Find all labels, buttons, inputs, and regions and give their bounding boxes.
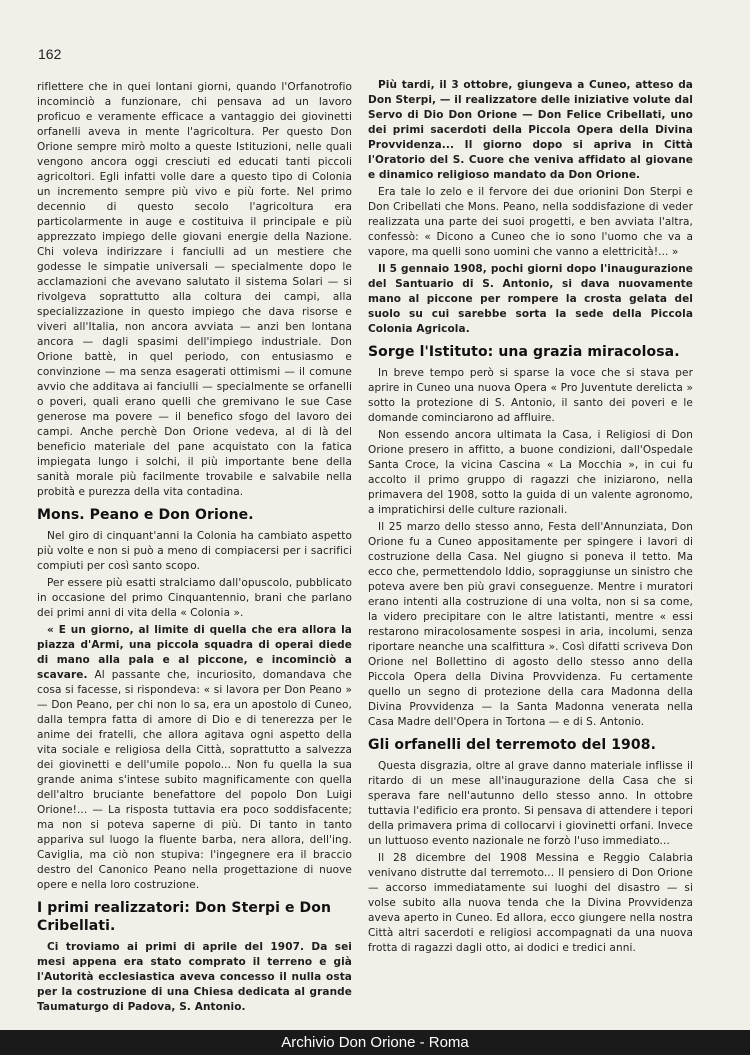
paragraph: In breve tempo però si sparse la voce che si stava per aprire in Cuneo una nuova Opera « Pro Juventute derelicta » sotto la protezione di S. Antonio, il santo dei poveri e le domande cominciarono ad affluire.: [368, 367, 693, 424]
paragraph: Questa disgrazia, oltre al grave danno materiale inflisse il ritardo di un mese all'inaugurazione della Casa che si sperava fare nell'autunno dello stesso anno. In ottobre tuttavia l'edificio era pronto. Si pensava di attendere i tepori della primavera prima di collocarvi i giovinetti orfani. Invece un luttuoso evento nazionale ne forzò l'uso immediato...: [368, 760, 693, 847]
section-heading: Mons. Peano e Don Orione.: [37, 507, 254, 523]
paragraph: Il 28 dicembre del 1908 Messina e Reggio Calabria venivano distrutte dal terremoto... Il pensiero di Don Orione — accorso immediatamente sui luoghi del disastro — si volse subito alla nuova tenda che la Divina Provvidenza aveva aperto in Cuneo. Ed allora, ecco giungere nella nostra Città altri sacerdoti e religiosi accompagnati da una nuova frotta di ragazzi dagli otto, ai dodici e tredici anni.: [368, 852, 693, 954]
left-column: [37, 80, 352, 1017]
section-heading: I primi realizzatori: Don Sterpi e Don Cribellati.: [37, 900, 332, 934]
paragraph: Nel giro di cinquant'anni la Colonia ha cambiato aspetto più volte e non si può a meno di compiacersi per i sacrifici compiuti per così santo scopo.: [37, 530, 352, 572]
page-number: 162: [38, 46, 62, 62]
paragraph: Più tardi, il 3 ottobre, giungeva a Cuneo, atteso da Don Sterpi, — il realizzatore delle iniziative volute dal Servo di Dio Don Orione — Don Felice Cribellati, uno dei primi sacerdoti della Piccola Opera della Divina Provvidenza... Il giorno dopo si apriva in Città l'Oratorio del S. Cuore che veniva affidato al giovane e dinamico religioso mandato da Don Orione.: [368, 79, 693, 181]
quote-bold-text: « E un giorno, al limite di quella che era allora la piazza d'Armi, una piccola squadra di operai diede di mano alla pala e al piccone, e incominciò a scavare.: [37, 624, 352, 681]
paragraph: riflettere che in quei lontani giorni, quando l'Orfanotrofio incominciò a funzionare, chi pensava ad un lavoro proficuo e veramente efficace a vantaggio dei giovinetti orfanelli aveva in mente l'agricoltura. Per questo Don Orione sempre mirò molto a queste Istituzioni, nelle quali vengono ancora oggi cresciuti ed educati tanti piccoli agricoltori. Egli infatti volle dare a questo tipo di Colonia un incremento sempre più vivo e più forte. Nel primo decennio di questo secolo l'agricoltura era particolarmente in auge e costituiva il principale e più apprezzato impiego delle giovani energie della Nazione. Chi voleva indirizzare i fanciulli ad un mestiere che godesse le simpatie universali — specialmente dopo le acclamazioni che avevano salutato il sistema Solari — si rivolgeva soprattutto alla coltura dei campi, alla specializzazione in questo impiego che dava risorse e viveri all'Italia, non ancora avviata — anzi ben lontana ancora — dagli spasimi dell'impiego industriale. Don Orione battè, in quel periodo, con entusiasmo e convinzione — ma senza esagerati ottimismi — il comune avvio che additava ai fanciulli — specialmente se orfanelli o poveri, quali erano quelli che gremivano le sue Case generose ma povere — il benefico sfogo del lavoro dei campi. Anche perchè Don Orione vedeva, al di là del beneficio materiale del pane acquistato con la fatica impiegata lungo i solchi, il più importante bene della sanità morale più facilmente trovabile e salvabile nella probità e purezza della vita contadina.: [37, 81, 352, 498]
archive-footer: Archivio Don Orione - Roma: [0, 1030, 750, 1055]
paragraph: Ci troviamo ai primi di aprile del 1907. Da sei mesi appena era stato comprato il terreno e già l'Autorità ecclesiastica aveva concesso il nulla osta per la costruzione di una Chiesa dedicata al grande Taumaturgo di Padova, S. Antonio.: [37, 941, 352, 1013]
paragraph: Non essendo ancora ultimata la Casa, i Religiosi di Don Orione presero in affitto, a buone condizioni, dall'Ospedale Santa Croce, la vicina Cascina « La Mocchia », in cui fu accolto il primo gruppo di ragazzi che iniziarono, nella primavera del 1908, sotto la guida di un valente agronomo, a impratichirsi delle culture razionali.: [368, 429, 693, 516]
paragraph: Il 25 marzo dello stesso anno, Festa dell'Annunziata, Don Orione fu a Cuneo appositamente per spingere i lavori di costruzione della Casa. Nel giugno si poneva il tetto. Ma ecco che, permettendolo Iddio, sopraggiunse un sinistro che poteva avere ben più gravi conseguenze. Mentre i muratori erano intenti alla costruzione di una volta, non si sa come, la videro precipitare con le altre latistanti, mentre « essi restarono miracolosamente sospesi in aria, incolumi, senza riportare neanche una scalfittura ». Così difatti scriveva Don Orione nel Bollettino di agosto dello stesso anno della Piccola Opera della Divina Provvidenza. Fu certamente quello un segno di protezione della cara Madonna della Divina Provvidenza — la Santa Madonna venerata nella Casa Madre dell'Opera in Tortona — e di S. Antonio.: [368, 521, 693, 728]
section-heading: Gli orfanelli del terremoto del 1908.: [368, 737, 656, 753]
section-heading: Sorge l'Istituto: una grazia miracolosa.: [368, 344, 680, 360]
paragraph: Il 5 gennaio 1908, pochi giorni dopo l'inaugurazione del Santuario di S. Antonio, si dava nuovamente mano al piccone per rompere la crosta gelata del suolo su cui sarebbe sorta la sede della Piccola Colonia Agricola.: [368, 263, 693, 335]
right-column: [368, 78, 693, 958]
paragraph: Era tale lo zelo e il fervore dei due orionini Don Sterpi e Don Cribellati che Mons. Peano, nella soddisfazione di veder realizzata una parte dei suoi progetti, e ben avviata l'altra, confessò: « Dicono a Cuneo che io sono l'uomo che va a vapore, ma quelli sono uomini che vanno a elettricità!... »: [368, 186, 693, 258]
paragraph: Per essere più esatti stralciamo dall'opuscolo, pubblicato in occasione del primo Cinquantennio, brani che parlano dei primi anni di vita della « Colonia ».: [37, 577, 352, 619]
quote-text: Al passante che, incuriosito, domandava che cosa si facesse, si rispondeva: « si lavora per Don Peano » — Don Peano, per chi non lo sa, era un apostolo di Cuneo, dalla tempra fatta di amore di Dio e di tenerezza per le anime dei fratelli, che allora agitava ogni aspetto della vita sociale e religiosa della Città, soprattutto a salvezza dei giovinetti e dell'umile popolo... Non fu quella la sua grande anima s'intese subito magnificamente con quella dell'altro bruciante benefattore del popolo Don Luigi Orione!... — La risposta tuttavia era poco soddisfacente; ma non si poteva saperne di più. Di tanto in tanto appariva sul luogo la fluente barba, nera allora, dell'ing. Caviglia, ma ciò non stupiva: l'ingegnere era il braccio destro del Canonico Peano nella progettazione di nuove opere e nella loro costruzione.: [37, 669, 352, 891]
quote-paragraph: [37, 623, 352, 893]
